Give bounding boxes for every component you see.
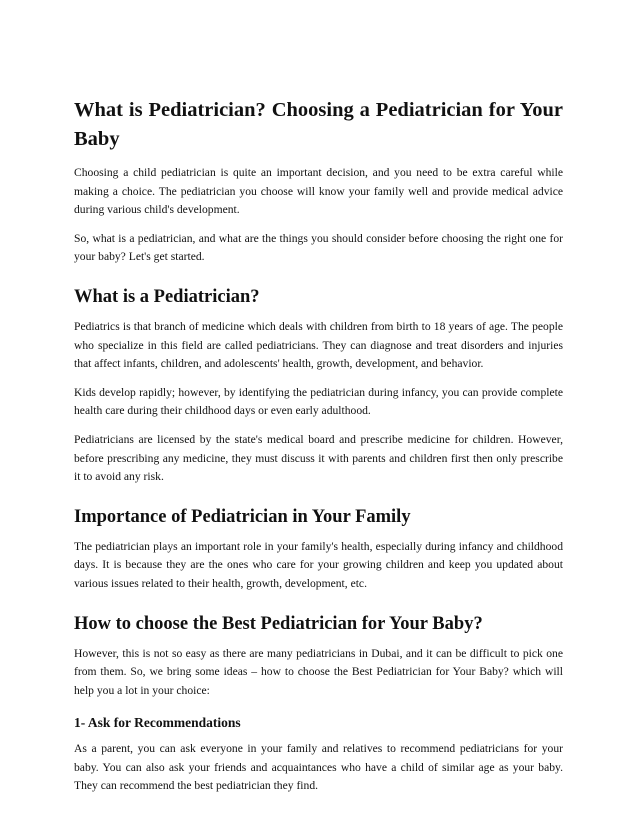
section-heading-what-is-pediatrician: What is a Pediatrician? [74, 286, 260, 307]
section2-paragraph-1: The pediatrician plays an important role in your family's health, especially during infancy and childhood days. It is because they are the ones who care for your growing children and keep you updated about various issues related to their health, growth, development, etc. [74, 539, 563, 590]
subsection1-paragraph-1: As a parent, you can ask everyone in your family and relatives to recommend pediatricians for your baby. You can also ask your friends and acquaintances who have a child of similar age as your baby. They can recommend the best pediatrician they find. [74, 742, 563, 793]
section1-paragraph-2: Kids develop rapidly; however, by identifying the pediatrician during infancy, you can provide complete health care during their childhood days or even early adulthood. [74, 385, 563, 418]
intro-paragraph-1: Choosing a child pediatrician is quite an important decision, and you need to be extra careful while making a choice. The pediatrician you choose will know your family well and provide medical advice during various child's development. [74, 166, 563, 217]
section1-paragraph-1: Pediatrics is that branch of medicine which deals with children from birth to 18 years of age. The people who specialize in this field are called pediatricians. They can diagnose and treat disorders and injuries that affect infants, children, and adolescents' health, growth, development, and behavior. [74, 319, 563, 371]
section-heading-importance: Importance of Pediatrician in Your Family [74, 506, 411, 527]
section3-paragraph-1: However, this is not so easy as there are many pediatricians in Dubai, and it can be difficult to pick one from them. So, we bring some ideas – how to choose the Best Pediatrician for Your Baby? which will help you a lot in your choice: [74, 646, 563, 697]
page-title: What is Pediatrician? Choosing a Pediatrician for Your Baby [74, 99, 563, 150]
subsection-heading-recommendations: 1- Ask for Recommendations [74, 715, 241, 731]
intro-paragraph-2: So, what is a pediatrician, and what are the things you should consider before choosing the right one for your baby? Let's get started. [74, 231, 563, 264]
section-heading-how-to-choose: How to choose the Best Pediatrician for Your Baby? [74, 613, 483, 634]
section1-paragraph-3: Pediatricians are licensed by the state's medical board and prescribe medicine for children. However, before prescribing any medicine, they must discuss it with parents and children first then only prescribe it to avoid any risk. [74, 432, 563, 484]
document-page [74, 96, 563, 806]
